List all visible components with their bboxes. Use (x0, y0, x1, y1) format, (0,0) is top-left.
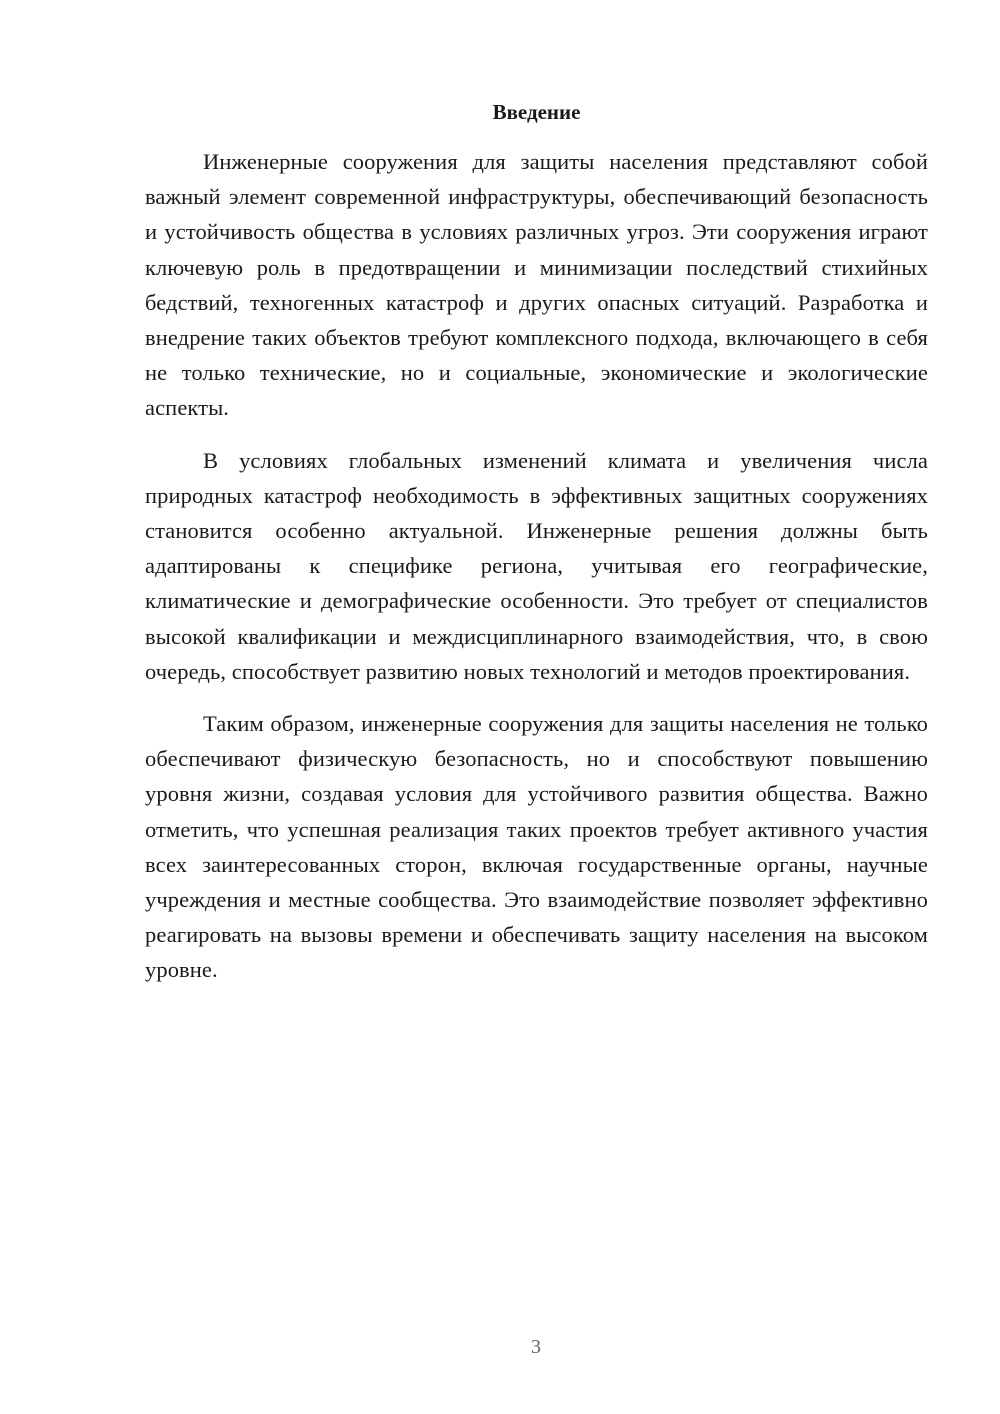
document-body (145, 144, 928, 1005)
page-title: Введение (492, 100, 581, 124)
paragraph-1: Инженерные сооружения для защиты населения представляют собой важный элемент современной инфраструктуры, обеспечивающий безопасность и устойчивость общества в условиях различных угроз. Эти сооружения играют ключевую роль в предотвращении и минимизации последствий стихийных бедствий, техногенных катастроф и других опасных ситуаций. Разработка и внедрение таких объектов требуют комплексного подхода, включающего в себя не только технические, но и социальные, экономические и экологические аспекты. (145, 149, 928, 421)
paragraph-3: Таким образом, инженерные сооружения для защиты населения не только обеспечивают физическую безопасность, но и способствуют повышению уровня жизни, создавая условия для устойчивого развития общества. Важно отметить, что успешная реализация таких проектов требует активного участия всех заинтересованных сторон, включая государственные органы, научные учреждения и местные сообщества. Это взаимодействие позволяет эффективно реагировать на вызовы времени и обеспечивать защиту населения на высоком уровне. (145, 711, 928, 983)
paragraph-2: В условиях глобальных изменений климата и увеличения числа природных катастроф необходимость в эффективных защитных сооружениях становится особенно актуальной. Инженерные решения должны быть адаптированы к специфике региона, учитывая его географические, климатические и демографические особенности. Это требует от специалистов высокой квалификации и междисциплинарного взаимодействия, что, в свою очередь, способствует развитию новых технологий и методов проектирования. (145, 447, 928, 684)
page-number: 3 (531, 1336, 541, 1358)
